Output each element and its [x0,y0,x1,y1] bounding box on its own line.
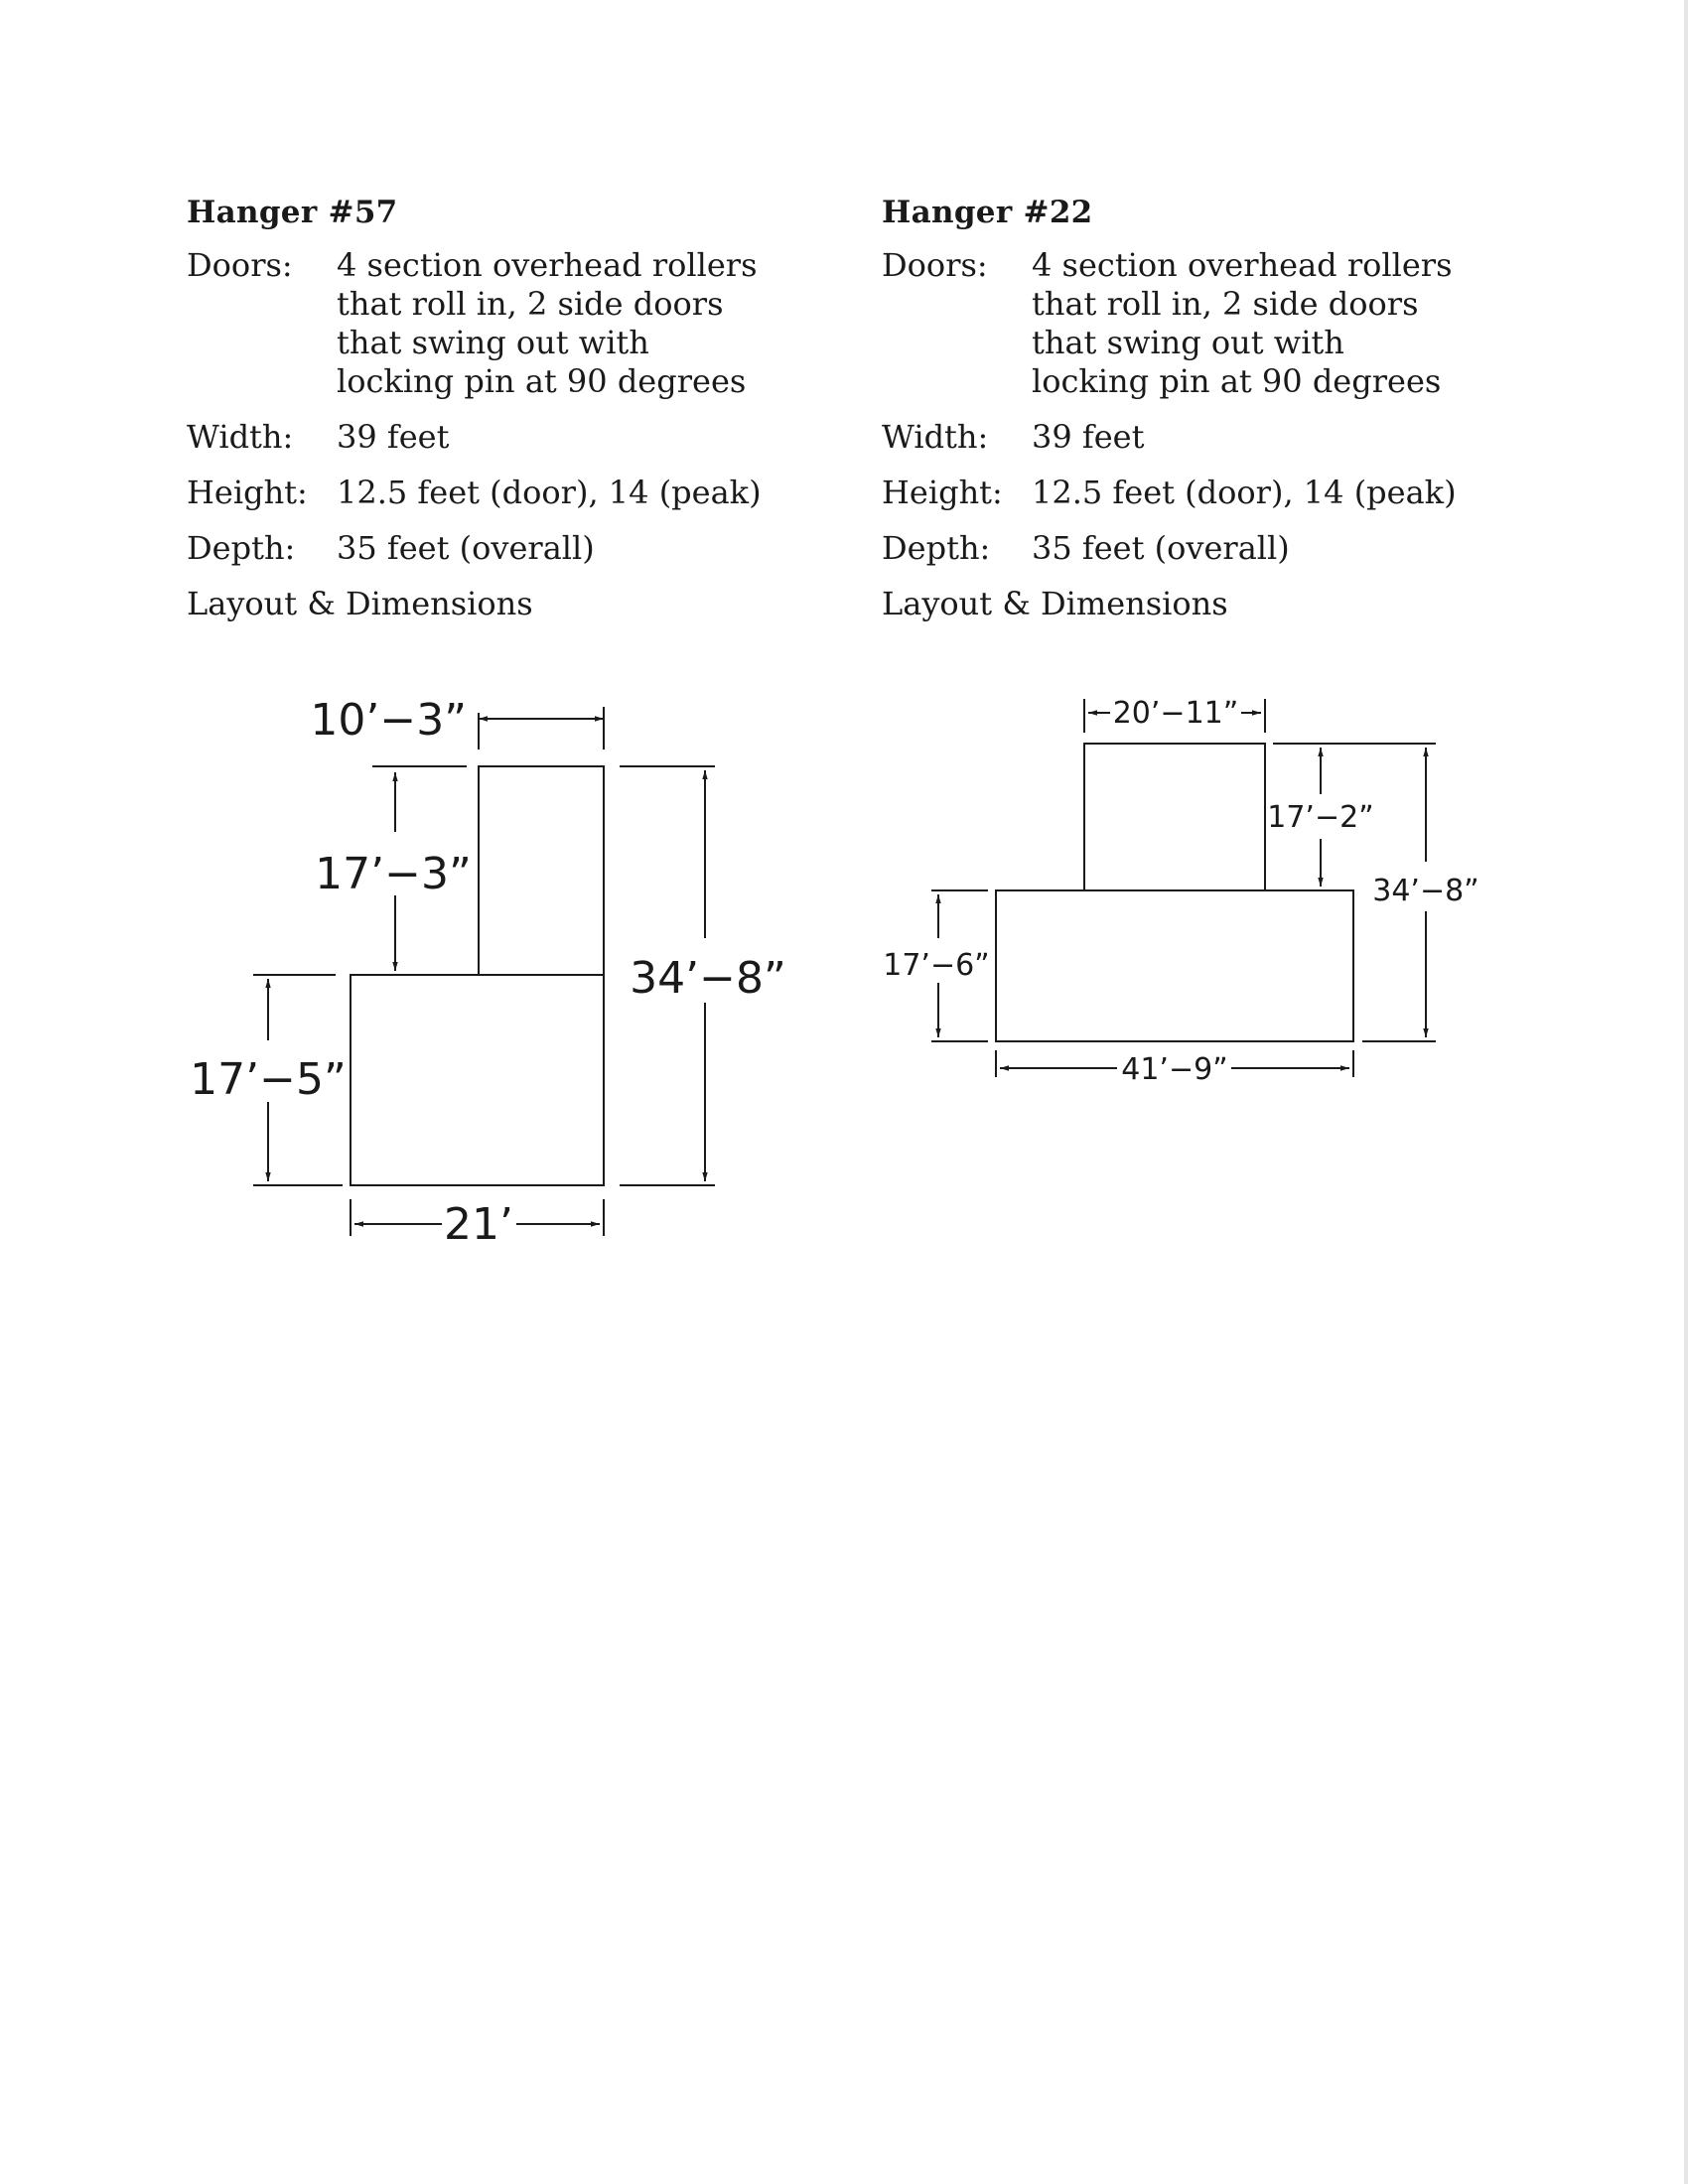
doors-label: Doors: [882,246,988,284]
hangar-22-upper-section [1084,744,1265,890]
hangar-57-dimension-labels [190,695,786,1250]
doors-value: 4 section overhead rollers that roll in, 2 side doors that swing out with locking pin at 90 degrees [337,246,758,400]
hangar-57-overall-height-label: 34’−8” [630,953,786,1004]
doors-value: 4 section overhead rollers that roll in, 2 side doors that swing out with locking pin at 90 degrees [1032,246,1453,400]
height-label: Height: [882,474,1003,511]
height-value: 12.5 feet (door), 14 (peak) [1032,474,1457,511]
hangar-22-upper-height-label: 17’−2” [1267,800,1374,835]
depth-label: Depth: [187,529,296,567]
hangar-22-lower-height-label: 17’−6” [883,948,990,983]
hangar-22-bottom-width-label: 41’−9” [1121,1052,1228,1087]
layout-heading: Layout & Dimensions [882,585,1228,622]
hangar-57-upper-section [479,766,604,975]
hangar-57-upper-height-label: 17’−3” [315,849,472,899]
hangar-22-top-width-label: 20’−11” [1112,696,1239,731]
hangar-57-top-width-label: 10’−3” [310,695,467,746]
depth-value: 35 feet (overall) [1032,529,1290,567]
depth-value: 35 feet (overall) [337,529,595,567]
height-label: Height: [187,474,308,511]
depth-label: Depth: [882,529,991,567]
hangar-22-plan [931,699,1436,1077]
hangar-57-title: Hanger #57 [187,195,398,230]
width-value: 39 feet [337,418,450,456]
hangar-57-lower-section [351,975,604,1185]
doors-label: Doors: [187,246,293,284]
hangar-57-lower-height-label: 17’−5” [190,1054,347,1105]
hangar-57-bottom-width-label: 21’ [444,1199,513,1250]
scan-edge-shadow [1684,0,1688,2184]
width-label: Width: [187,418,294,456]
width-label: Width: [882,418,989,456]
hangar-57-top-width-dimension [479,707,604,750]
hangar-22-lower-section [996,890,1353,1041]
layout-heading: Layout & Dimensions [187,585,533,622]
hangar-22-title: Hanger #22 [882,195,1093,230]
hangar-22-overall-height-label: 34’−8” [1372,874,1479,908]
width-value: 39 feet [1032,418,1145,456]
height-value: 12.5 feet (door), 14 (peak) [337,474,762,511]
